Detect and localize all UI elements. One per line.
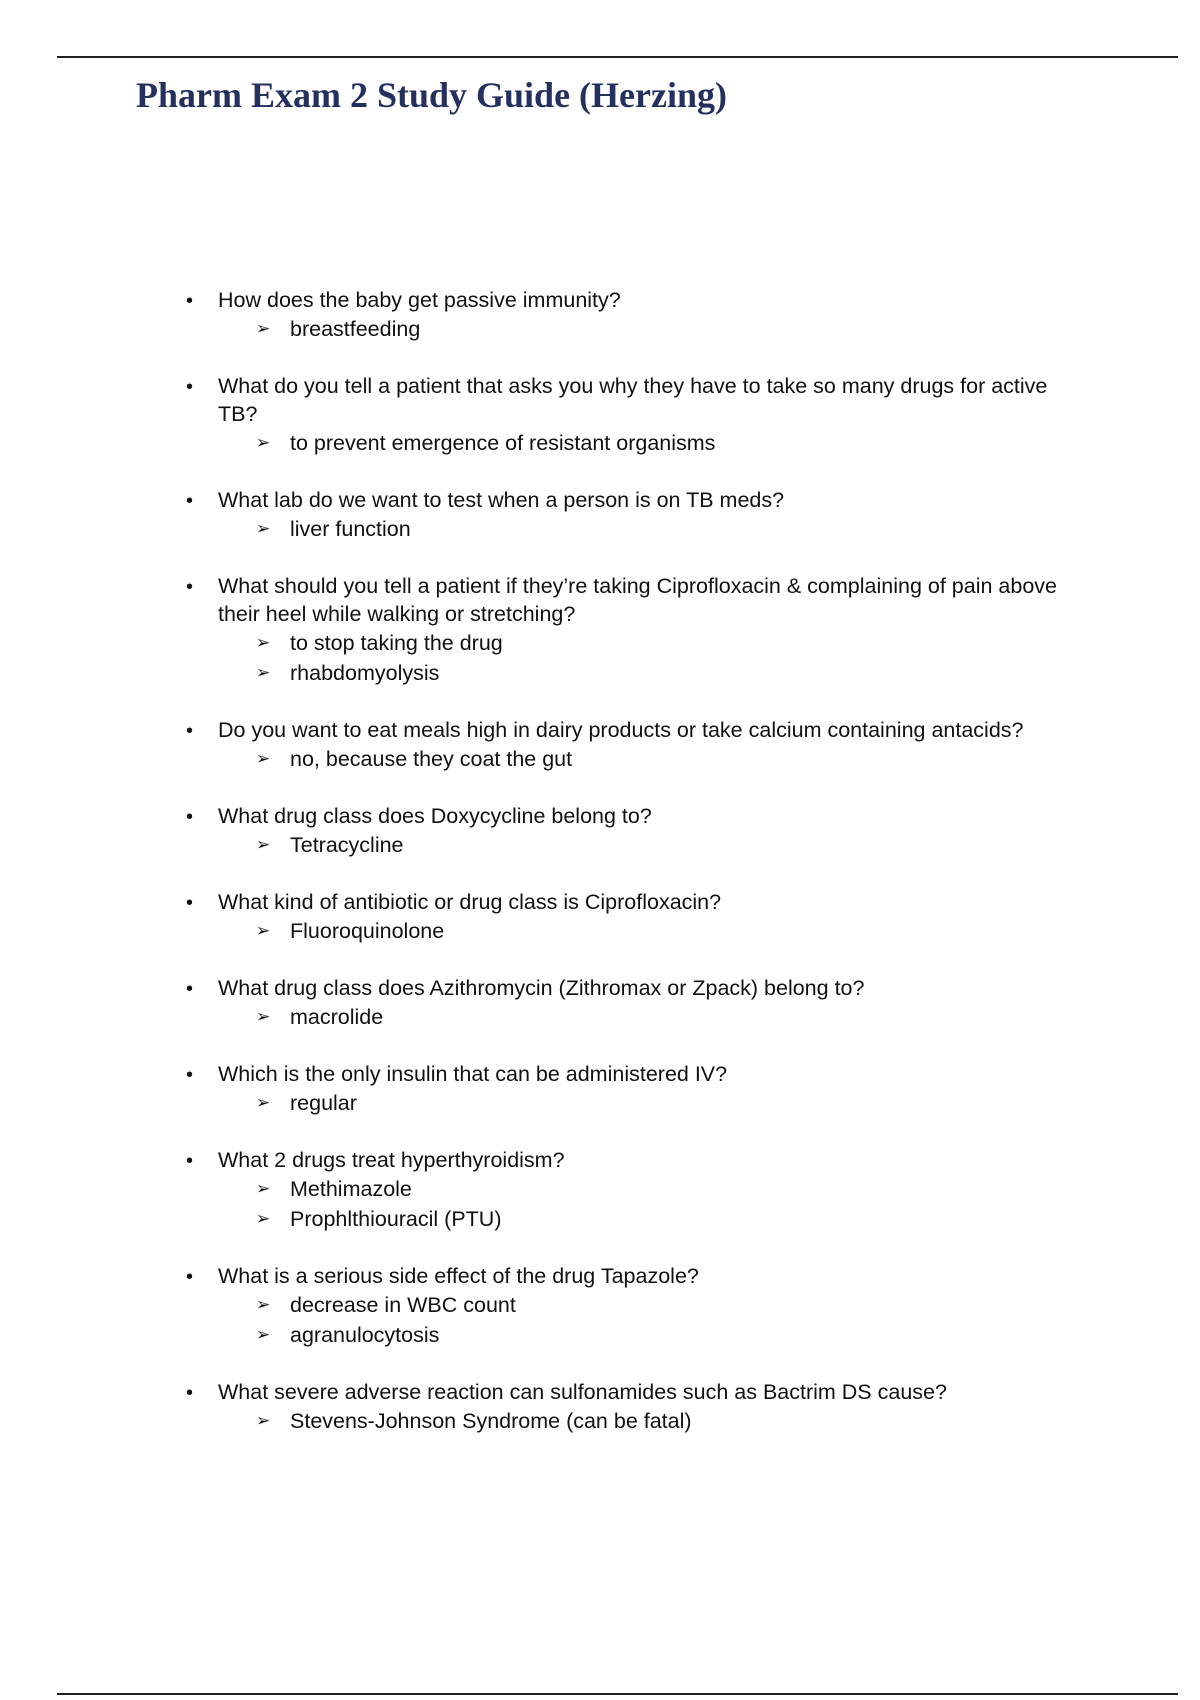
answer-text: agranulocytosis: [290, 1323, 440, 1347]
qa-list: [186, 286, 1076, 1464]
question-text: What drug class does Azithromycin (Zithromax or Zpack) belong to?: [218, 976, 865, 1000]
answer-text: macrolide: [290, 1005, 384, 1029]
document-title: Pharm Exam 2 Study Guide (Herzing): [136, 75, 727, 115]
answer-item: [256, 428, 1076, 458]
qa-item: [186, 286, 1076, 344]
qa-item: [186, 372, 1076, 458]
question-text: What severe adverse reaction can sulfonamides such as Bactrim DS cause?: [218, 1380, 947, 1404]
answer-item: [256, 1088, 1076, 1118]
answer-text: Methimazole: [290, 1177, 412, 1201]
question-text: What should you tell a patient if they’re taking Ciprofloxacin & complaining of pain above their heel while walking or stretching?: [218, 574, 1057, 626]
answer-list: [186, 1002, 1076, 1032]
arrow-bullet-icon: ➢: [256, 1007, 271, 1027]
bullet-icon: •: [186, 1382, 194, 1404]
answer-list: [186, 916, 1076, 946]
question-text: What drug class does Doxycycline belong to?: [218, 804, 652, 828]
question-text: Which is the only insulin that can be administered IV?: [218, 1062, 728, 1086]
bullet-icon: •: [186, 720, 194, 742]
answer-text: no, because they coat the gut: [290, 747, 573, 771]
arrow-bullet-icon: ➢: [256, 749, 271, 769]
answer-text: Prophlthiouracil (PTU): [290, 1207, 502, 1231]
arrow-bullet-icon: ➢: [256, 1209, 271, 1229]
answer-list: [186, 1290, 1076, 1350]
answer-list: [186, 1406, 1076, 1436]
qa-item: [186, 1146, 1076, 1234]
arrow-bullet-icon: ➢: [256, 1295, 271, 1315]
bottom-divider: [57, 1693, 1178, 1695]
answer-item: [256, 916, 1076, 946]
answer-text: liver function: [290, 517, 411, 541]
answer-list: [186, 830, 1076, 860]
answer-item: [256, 744, 1076, 774]
answer-list: [186, 514, 1076, 544]
answer-text: Tetracycline: [290, 833, 404, 857]
answer-item: [256, 1320, 1076, 1350]
answer-text: Stevens-Johnson Syndrome (can be fatal): [290, 1409, 692, 1433]
qa-item: [186, 802, 1076, 860]
answer-item: [256, 1290, 1076, 1320]
qa-item: [186, 716, 1076, 774]
question-text: Do you want to eat meals high in dairy products or take calcium containing antacids?: [218, 718, 1024, 742]
arrow-bullet-icon: ➢: [256, 1093, 271, 1113]
qa-item: [186, 572, 1076, 688]
bullet-icon: •: [186, 376, 194, 398]
bullet-icon: •: [186, 1150, 194, 1172]
answer-item: [256, 658, 1076, 688]
qa-item: [186, 486, 1076, 544]
bullet-icon: •: [186, 1064, 194, 1086]
arrow-bullet-icon: ➢: [256, 921, 271, 941]
top-divider: [57, 56, 1178, 58]
answer-list: [186, 628, 1076, 688]
answer-text: to prevent emergence of resistant organisms: [290, 431, 716, 455]
answer-item: [256, 514, 1076, 544]
question-text: What kind of antibiotic or drug class is Ciprofloxacin?: [218, 890, 722, 914]
qa-item: [186, 1378, 1076, 1436]
answer-text: to stop taking the drug: [290, 631, 503, 655]
arrow-bullet-icon: ➢: [256, 1179, 271, 1199]
answer-list: [186, 428, 1076, 458]
answer-text: regular: [290, 1091, 357, 1115]
qa-item: [186, 888, 1076, 946]
question-text: How does the baby get passive immunity?: [218, 288, 621, 312]
bullet-icon: •: [186, 1266, 194, 1288]
answer-item: [256, 1204, 1076, 1234]
bullet-icon: •: [186, 490, 194, 512]
answer-item: [256, 628, 1076, 658]
arrow-bullet-icon: ➢: [256, 1411, 271, 1431]
answer-item: [256, 830, 1076, 860]
question-text: What is a serious side effect of the drug Tapazole?: [218, 1264, 699, 1288]
answer-text: rhabdomyolysis: [290, 661, 440, 685]
qa-item: [186, 974, 1076, 1032]
arrow-bullet-icon: ➢: [256, 1325, 271, 1345]
qa-item: [186, 1262, 1076, 1350]
arrow-bullet-icon: ➢: [256, 433, 271, 453]
answer-list: [186, 314, 1076, 344]
question-text: What 2 drugs treat hyperthyroidism?: [218, 1148, 565, 1172]
bullet-icon: •: [186, 978, 194, 1000]
answer-list: [186, 744, 1076, 774]
arrow-bullet-icon: ➢: [256, 633, 271, 653]
answer-list: [186, 1088, 1076, 1118]
answer-item: [256, 314, 1076, 344]
answer-item: [256, 1406, 1076, 1436]
arrow-bullet-icon: ➢: [256, 519, 271, 539]
qa-item: [186, 1060, 1076, 1118]
bullet-icon: •: [186, 576, 194, 598]
arrow-bullet-icon: ➢: [256, 835, 271, 855]
arrow-bullet-icon: ➢: [256, 319, 271, 339]
bullet-icon: •: [186, 290, 194, 312]
question-text: What lab do we want to test when a person is on TB meds?: [218, 488, 785, 512]
bullet-icon: •: [186, 806, 194, 828]
answer-item: [256, 1174, 1076, 1204]
question-text: What do you tell a patient that asks you why they have to take so many drugs for active TB?: [218, 374, 1048, 426]
answer-text: breastfeeding: [290, 317, 421, 341]
answer-item: [256, 1002, 1076, 1032]
arrow-bullet-icon: ➢: [256, 663, 271, 683]
bullet-icon: •: [186, 892, 194, 914]
answer-list: [186, 1174, 1076, 1234]
answer-text: Fluoroquinolone: [290, 919, 445, 943]
answer-text: decrease in WBC count: [290, 1293, 516, 1317]
